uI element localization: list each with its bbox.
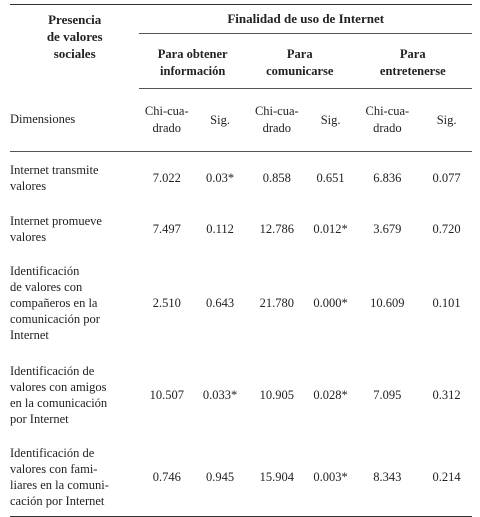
table-row <box>10 254 472 352</box>
row-label <box>10 152 139 205</box>
cell-sig: 0.214 <box>421 438 472 517</box>
row-label-line: valores con amigos <box>10 380 107 394</box>
cell-chi: 7.022 <box>152 171 181 185</box>
cell-sig: 0.003* <box>308 438 354 517</box>
cell-sig: 0.643 <box>205 296 235 310</box>
chi-label-line: drado <box>152 121 181 135</box>
row-label-line: Identificación de <box>10 364 95 378</box>
column-header-line: Para <box>286 47 313 61</box>
chi-label <box>246 89 308 152</box>
row-label-line: valores <box>10 230 47 244</box>
cell-chi: 10.609 <box>370 296 405 310</box>
column-header-line: comunicarse <box>266 64 334 78</box>
row-label-line: liares en la comuni- <box>10 478 109 492</box>
cell-sig: 0.101 <box>432 296 461 310</box>
row-label-line: de valores con <box>10 280 83 294</box>
corner-line-2: de valores <box>46 29 103 44</box>
cell-sig: 0.03* <box>205 171 235 185</box>
cell-chi: 2.510 <box>152 296 181 310</box>
row-label-line: Internet promueve <box>10 214 102 228</box>
column-header-informacion <box>139 34 246 89</box>
corner-header <box>10 5 139 89</box>
row-label-line: Internet <box>10 328 49 342</box>
row-label-line: cación por Internet <box>10 494 105 508</box>
row-label-line: compañeros en la <box>10 296 98 310</box>
cell-sig: 0.112 <box>206 222 234 236</box>
row-label-line: por Internet <box>10 412 69 426</box>
row-label-line: Identificación <box>10 264 80 278</box>
sig-label: Sig. <box>194 89 246 152</box>
chi-label <box>354 89 422 152</box>
sig-label: Sig. <box>421 89 472 152</box>
cell-sig: 0.312 <box>432 388 461 402</box>
row-label <box>10 204 139 254</box>
cell-chi: 0.746 <box>139 438 194 517</box>
cell-chi: 7.095 <box>373 388 402 402</box>
row-label-line: en la comunicación <box>10 396 108 410</box>
column-header-comunicarse <box>246 34 354 89</box>
cell-sig: 0.012* <box>313 222 348 236</box>
cell-chi: 21.780 <box>259 296 294 310</box>
column-header-line: Para obtener <box>157 47 228 61</box>
row-label <box>10 352 139 438</box>
sig-label: Sig. <box>308 89 354 152</box>
chi-label-line: Chi-cua- <box>254 104 299 118</box>
column-header-entretenerse <box>354 34 472 89</box>
cell-sig: 0.945 <box>194 438 246 517</box>
row-label-line: valores con fami- <box>10 462 98 476</box>
row-label-line: Identificación de <box>10 446 95 460</box>
corner-line-1: Presencia <box>48 12 102 27</box>
cell-chi: 12.786 <box>259 222 294 236</box>
row-label-line: valores <box>10 179 47 193</box>
group-header: Finalidad de uso de Internet <box>139 5 472 34</box>
cell-sig: 0.000* <box>313 296 348 310</box>
column-header-line: Para <box>399 47 426 61</box>
chi-label <box>139 89 194 152</box>
cell-chi: 8.343 <box>354 438 422 517</box>
cell-chi: 6.836 <box>373 171 402 185</box>
chi-label-line: Chi-cua- <box>365 104 410 118</box>
column-header-line: entretenerse <box>379 64 446 78</box>
table-row <box>10 352 472 438</box>
table-row <box>10 204 472 254</box>
cell-sig: 0.651 <box>316 171 345 185</box>
cell-chi: 10.507 <box>149 388 184 402</box>
chi-label-line: Chi-cua- <box>144 104 189 118</box>
cell-chi: 3.679 <box>373 222 402 236</box>
column-header-line: información <box>160 64 226 78</box>
cell-chi: 7.497 <box>152 222 181 236</box>
chi-square-table <box>10 4 472 517</box>
chi-label-line: drado <box>262 121 292 135</box>
row-label <box>10 438 139 517</box>
cell-sig: 0.033* <box>202 388 238 402</box>
cell-sig: 0.028* <box>313 388 348 402</box>
table-row <box>10 152 472 205</box>
row-label <box>10 254 139 352</box>
row-label-line: Internet transmite <box>10 163 99 177</box>
table-row <box>10 438 472 517</box>
dimensions-label: Dimensiones <box>10 89 139 152</box>
row-label-line: comunicación por <box>10 312 100 326</box>
cell-sig: 0.077 <box>432 171 461 185</box>
cell-chi: 0.858 <box>262 171 291 185</box>
cell-chi: 15.904 <box>246 438 308 517</box>
dimensions-row <box>10 89 472 152</box>
chi-label-line: drado <box>373 121 402 135</box>
cell-sig: 0.720 <box>432 222 461 236</box>
corner-line-3: sociales <box>53 46 96 61</box>
cell-chi: 10.905 <box>259 388 294 402</box>
